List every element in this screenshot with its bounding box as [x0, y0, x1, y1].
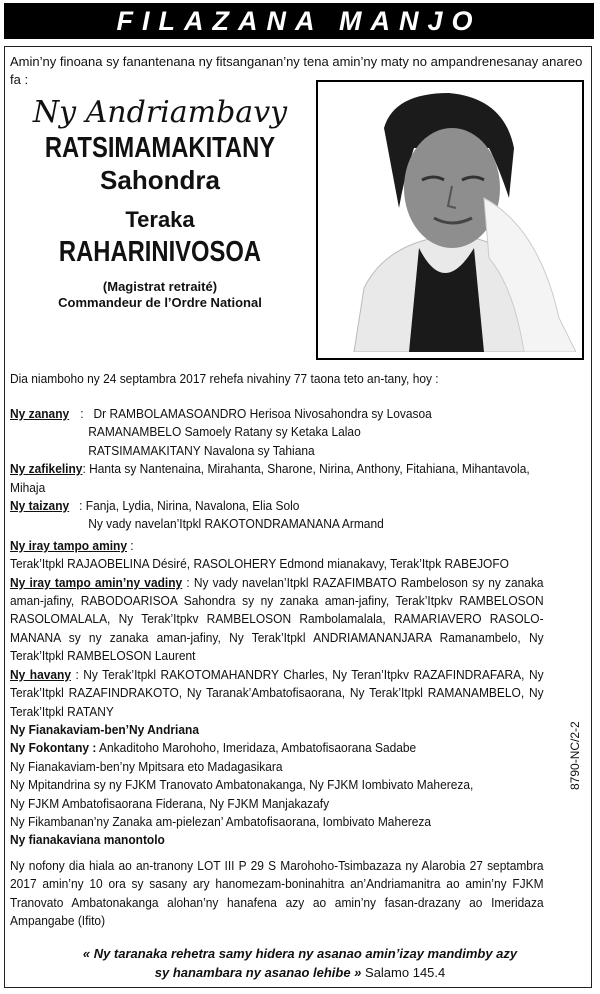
- zafikeliny-label: Ny zafikeliny: [10, 461, 83, 477]
- zanany-line-1: Dr RAMBOLAMASOANDRO Herisoa Nivosahondra sy Lovasoa: [93, 406, 432, 421]
- mpitsara-line: Ny Fianakaviam-ben’ny Mpitsara eto Madagasikara: [10, 758, 283, 774]
- deceased-name-block: [10, 95, 310, 311]
- zanany-line-2: RAMANAMBELO Samoely Ratany sy Ketaka Lalao: [88, 424, 361, 440]
- deceased-firstname: Sahondra: [100, 165, 220, 195]
- intro-text: Amin’ny finoana sy fanantenana ny fitsanganan’ny tena amin’ny maty no ampandrenesanay anareo fa :: [10, 54, 583, 87]
- teraka-label: Teraka: [125, 207, 195, 232]
- quote-line-1: « Ny taranaka rehetra samy hidera ny asanao amin’izay mandimby azy: [82, 946, 518, 961]
- taizany-line-2: Ny vady navelan’Itpkl RAKOTONDRAMANANA Armand: [88, 516, 384, 532]
- fokontany-label: Ny Fokontany :: [10, 740, 97, 756]
- deceased-prefix: Ny Andriambavy: [32, 95, 288, 130]
- portrait-photo: [324, 88, 576, 352]
- taizany-text: : Fanja, Lydia, Nirina, Navalona, Elia Solo: [79, 498, 300, 514]
- fianakaviana-manontolo: Ny fianakaviana manontolo: [10, 832, 165, 848]
- family-section: Ny zanany : Dr RAMBOLAMASOANDRO Herisoa Nivosahondra sy Lovasoa RAMANAMBELO Samoely Ratany sy Ketaka Lalao RATSIMAMAKITANY Navalona sy Tahiana Ny zafikeliny: Hanta sy Nantenaina, Mirahanta, Sharone, Nirina, Anthony, Fitahiana, Mihantavola, Mihaja Ny taizany : Fanja, Lydia, Nirina, Navalona, Elia Solo Ny vady navelan’Itpkl RAKOTONDRAMANANA Armand Ny iray tampo aminy : Terak’Itpkl RAJAOBELINA Désiré, RASOLOHERY Edmond mianakavy, Terak’Itpk RABEJOFO Ny iray tampo amin’ny vadiny : Ny vady navelan’Itpkl RAZAFIMBATO Rambeloson sy ny zanaka aman-jafiny, RABODOARISOA Sahondra sy ny zanaka aman-jafiny, Terak’Itpkv RAMBELOSON RASOLOMALALA, Ny Terak’Itpkv RAMBELOSON Rambolamalala, RAMARIAVERO RASOLO-MANANA sy ny zanaka aman-jafiny, Ny Terak’Itpkl ANDRIAMANANJARA Ramanambelo, Ny Terak’Itpkl RAMBELOSON Laurent Ny havany : Ny Terak’Itpkl RAKOTOMAHANDRY Charles, Ny Teran’Itpkv RAZAFINDRAFARA, Ny Terak’Itpkl RAZAFINDRAKOTO, Ny Taranak’Ambatofisaorana, Ny Terak’Itpkl RAMANAMBELO, Ny Terak’Itpkl RATANY Ny Fianakaviam-ben’Ny Andriana Ny Fokontany : Ankaditoho Marohoho, Imeridaza, Ambatofisaorana Sadabe Ny Fianakaviam-ben’ny Mpitsara eto Madagasikara Ny Mpitandrina sy ny FJKM Tranovato Ambatonakanga, Ny FJKM Iombivato Mahereza, Ny FJKM Ambatofisaorana Fiderana, Ny FJKM Manjakazafy Ny Fikambanan’ny Zanaka am-pielezan’ Ambatofisaorana, Iombivato Mahereza Ny fianakaviana manontolo: [10, 405, 544, 850]
- zanany-label: Ny zanany: [10, 406, 70, 421]
- zanany-line-3: RATSIMAMAKITANY Navalona sy Tahiana: [88, 442, 315, 458]
- notice-reference-code: 8790-NC/2-2: [568, 721, 582, 790]
- havany-label: Ny havany: [10, 666, 71, 682]
- quote-line-2: sy hanambara ny asanao lehibe »: [154, 965, 362, 980]
- zafikeliny-text: : Hanta sy Nantenaina, Mirahanta, Sharone, Nirina, Anthony, Fitahiana, Mihantavola, Mihaja: [10, 461, 530, 495]
- death-notice: Dia niamboho ny 24 septambra 2017 rehefa nivahiny 77 taona teto an-tany, hoy :: [10, 371, 439, 386]
- fianakaviam-andriana: Ny Fianakaviam-ben’Ny Andriana: [10, 721, 199, 737]
- taizany-label: Ny taizany: [10, 498, 70, 514]
- iray-tampo-colon: :: [126, 537, 134, 553]
- burial-notice: Ny nofony dia hiala ao an-tranony LOT III P 29 S Marohoho-Tsimbazaza ny Alarobia 27 septambra 2017 amin’ny 10 ora sy sasany ary hanomezam-boninahitra an’Andriamanitra ao amin’ny FJKM Tranovato Ambatonakanga alohan’ny hanafena azy ao amin’ny fasan-drazany ao Imeridaza Ampangabe (Ifito): [10, 858, 544, 929]
- iray-tampo-vadiny-text: : Ny vady navelan’Itpkl RAZAFIMBATO Rambeloson sy ny zanaka aman-jafiny, RABODOARISOA Sahondra sy ny zanaka aman-jafiny, Terak’Itpkv RAMBELOSON RASOLOMALALA, Ny Terak’Itpkv RAMBELOSON Rambolamalala, RAMARIAVERO RASOLO-MANANA sy ny zanaka aman-jafiny, Ny Terak’Itpkl ANDRIAMANANJARA Ramanambelo, Ny Terak’Itpkl RAMBELOSON Laurent: [10, 574, 544, 664]
- portrait-frame: [316, 80, 584, 360]
- deceased-title-1: (Magistrat retraité): [102, 279, 218, 294]
- fjkm-line: Ny FJKM Ambatofisaorana Fiderana, Ny FJKM Manjakazafy: [10, 795, 330, 811]
- deceased-title-2: Commandeur de l’Ordre National: [58, 295, 262, 310]
- fokontany-text: Ankaditoho Marohoho, Imeridaza, Ambatofisaorana Sadabe: [96, 740, 417, 756]
- mpitandrina-line: Ny Mpitandrina sy ny FJKM Tranovato Ambatonakanga, Ny FJKM Iombivato Mahereza,: [10, 777, 474, 793]
- iray-tampo-text: Terak’Itpkl RAJAOBELINA Désiré, RASOLOHERY Edmond mianakavy, Terak’Itpk RABEJOFO: [10, 556, 509, 572]
- bible-quote: [10, 944, 590, 982]
- notice-header: FILAZANA MANJO: [4, 3, 594, 39]
- iray-tampo-vadiny-label: Ny iray tampo amin’ny vadiny: [10, 574, 183, 590]
- portrait-illustration: [324, 88, 576, 352]
- deceased-surname: RATSIMAMAKITANY: [44, 132, 276, 164]
- deceased-maiden-name: RAHARINIVOSOA: [58, 236, 262, 268]
- iray-tampo-label: Ny iray tampo aminy: [10, 537, 127, 553]
- quote-reference: Salamo 145.4: [361, 965, 446, 980]
- fikambanana-line: Ny Fikambanan’ny Zanaka am-pielezan’ Ambatofisaorana, Iombivato Mahereza: [10, 813, 432, 829]
- havany-text: : Ny Terak’Itpkl RAKOTOMAHANDRY Charles, Ny Teran’Itpkv RAZAFINDRAFARA, Ny Terak’Itpkl RAZAFINDRAKOTO, Ny Taranak’Ambatofisaorana, Ny Terak’Itpkl RAMANAMBELO, Ny Terak’Itpkl RATANY: [10, 666, 544, 719]
